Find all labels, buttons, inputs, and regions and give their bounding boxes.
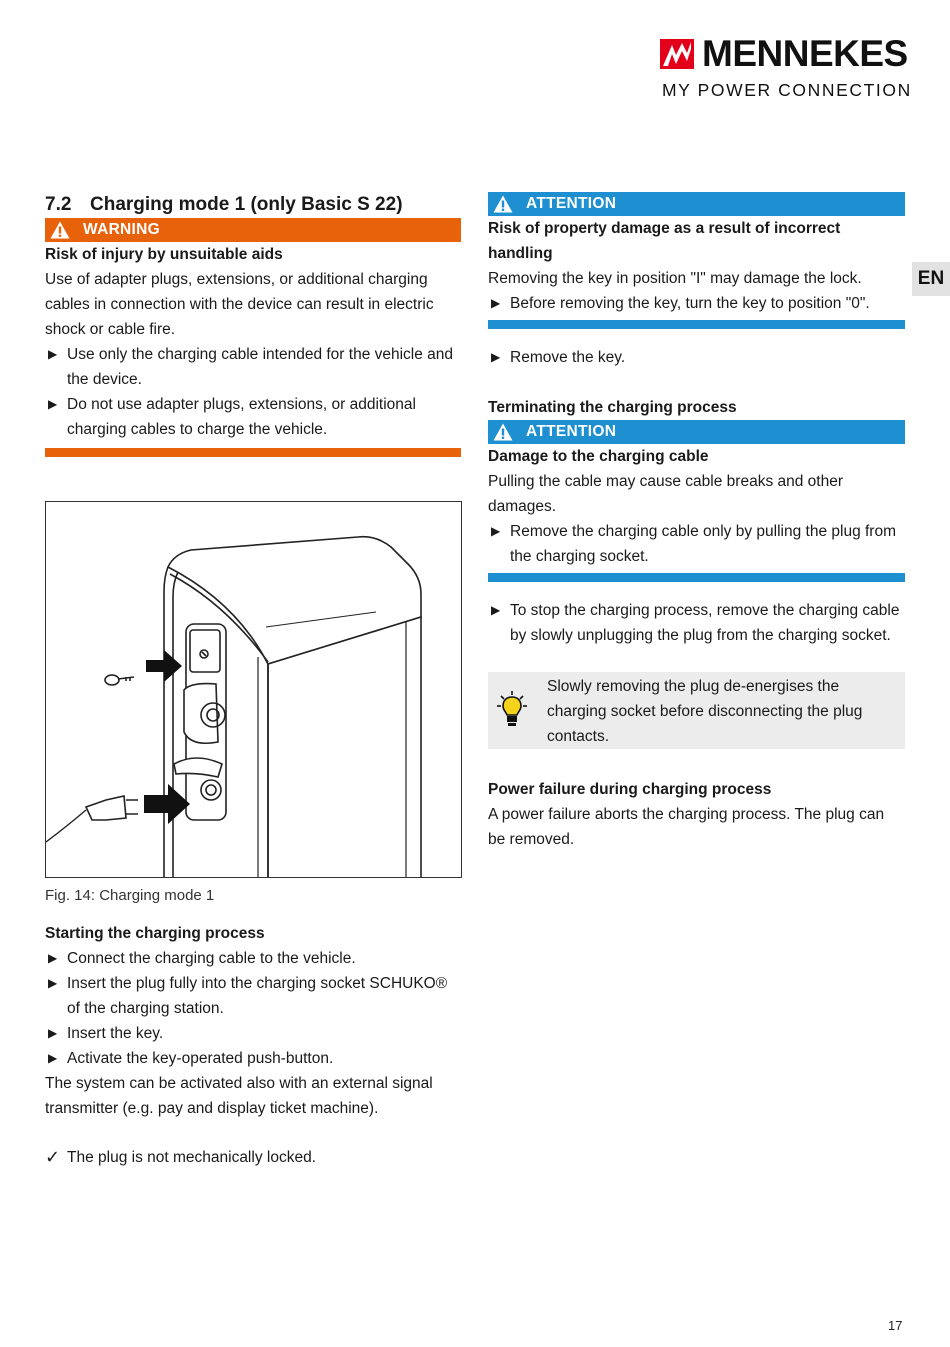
page-number: 17 [888,1318,903,1333]
list-item: ▶ Insert the plug fully into the charging socket SCHUKO® of the charging station. [45,971,461,1021]
bullet-triangle-icon: ▶ [48,347,58,361]
bullet-triangle-icon: ▶ [491,350,501,364]
arrow-icon [144,784,190,824]
language-tab: EN [912,262,950,296]
attention-heading: Damage to the charging cable [488,448,709,465]
charging-station-illustration [46,502,462,878]
attention-bar [488,192,905,216]
tip-text: Slowly removing the plug de-energises the charging socket before disconnecting the plug contacts. [547,678,863,745]
starting-note: The system can be activated also with an external signal transmitter (e.g. pay and display ticket machine). [45,1075,433,1117]
warning-triangle-icon [493,195,513,213]
bullet-triangle-icon: ▶ [491,603,501,617]
arrow-icon [146,650,182,682]
list-item: ▶ Use only the charging cable intended for the vehicle and the device. [45,342,461,392]
bullet-triangle-icon: ▶ [491,296,501,310]
terminating-heading: Terminating the charging process [488,399,737,416]
bullet-triangle-icon: ▶ [48,976,58,990]
attention-label: ATTENTION [526,423,617,440]
list-item: ▶ Before removing the key, turn the key to position "0". [488,291,905,316]
bullet-triangle-icon: ▶ [48,951,58,965]
section-heading [45,192,461,218]
bullet-triangle-icon: ▶ [48,397,58,411]
attention-text: Pulling the cable may cause cable breaks and other damages. [488,473,843,515]
brand-name: MENNEKES [702,33,908,74]
result-item: ✓ The plug is not mechanically locked. [45,1145,461,1170]
warning-triangle-icon [50,221,70,239]
power-failure-heading: Power failure during charging process [488,781,772,798]
attention-bar-end [488,573,905,582]
starting-heading: Starting the charging process [45,925,265,942]
warning-label: WARNING [83,221,161,238]
section-number: 7.2 [45,194,72,215]
mennekes-logo [660,33,912,102]
attention-heading: Risk of property damage as a result of incorrect handling [488,220,841,262]
attention-text: Removing the key in position "I" may damage the lock. [488,270,862,287]
power-failure-text: A power failure aborts the charging process. The plug can be removed. [488,806,885,848]
attention-bar-end [488,320,905,329]
warning-triangle-icon [493,423,513,441]
attention-bar [488,420,905,444]
left-column [45,192,461,1170]
list-item: ▶ To stop the charging process, remove the charging cable by slowly unplugging the plug from the charging socket. [488,598,905,648]
checkmark-icon: ✓ [45,1147,61,1167]
bullet-triangle-icon: ▶ [491,524,501,538]
right-column [488,192,905,852]
bullet-triangle-icon: ▶ [48,1026,58,1040]
list-item: ▶ Remove the key. [488,345,905,370]
warning-bar [45,218,461,242]
warning-bar-end [45,448,461,457]
brand-tagline: MY POWER CONNECTION [662,80,912,100]
section-title: Charging mode 1 (only Basic S 22) [90,194,403,215]
mennekes-logo-icon [660,39,694,69]
bullet-triangle-icon: ▶ [48,1051,58,1065]
list-item: ▶ Activate the key-operated push-button. [45,1046,461,1071]
attention-label: ATTENTION [526,195,617,212]
list-item: ▶ Insert the key. [45,1021,461,1046]
list-item: ▶ Do not use adapter plugs, extensions, or additional charging cables to charge the vehicle. [45,392,461,442]
figure-charging-station [45,501,462,878]
warning-heading: Risk of injury by unsuitable aids [45,246,283,263]
list-item: ▶ Connect the charging cable to the vehicle. [45,946,461,971]
list-item: ▶ Remove the charging cable only by pulling the plug from the charging socket. [488,519,905,569]
figure-caption: Fig. 14: Charging mode 1 [45,887,215,904]
tip-box [488,672,905,749]
warning-text: Use of adapter plugs, extensions, or additional charging cables in connection with the device can result in electric shock or cable fire. [45,271,434,338]
lightbulb-icon [497,690,527,728]
